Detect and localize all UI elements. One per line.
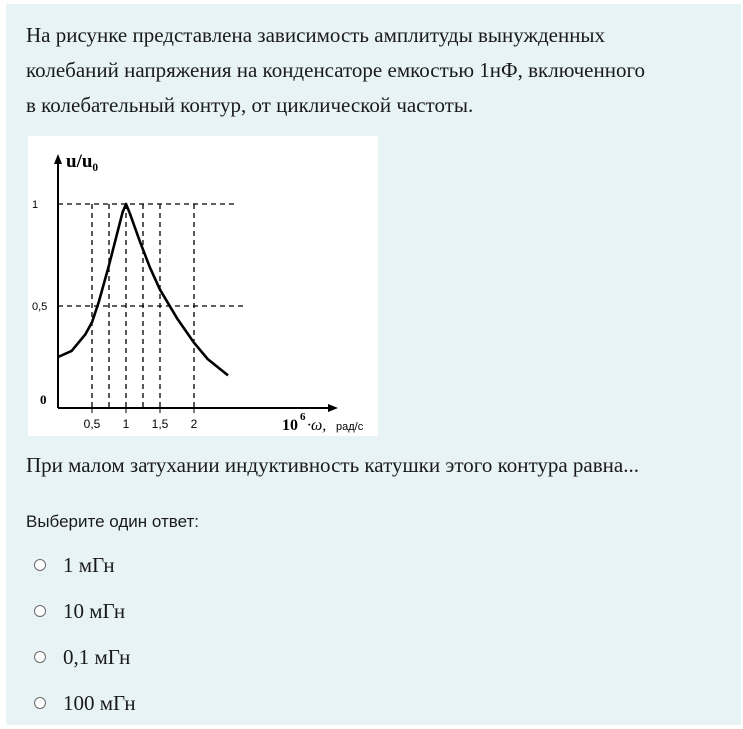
question-continuation: При малом затухании индуктивность катушки этого контура равна... [26,453,639,477]
answer-option-4[interactable] [34,680,136,726]
x-axis-label-exponent: 6 [300,411,306,423]
answer-option-1[interactable] [34,542,136,588]
x-axis-label-multiplier: 10 [282,417,298,434]
answer-option-2[interactable] [34,588,136,634]
question-line: колебаний напряжения на конденсаторе емкостью 1нФ, включенного [26,58,646,82]
origin-label: 0 [40,392,47,407]
answer-option-3[interactable] [34,634,136,680]
question-text [26,18,726,123]
x-tick-label: 1 [122,417,130,431]
answer-label: 100 мГн [63,690,136,715]
x-tick-label: 0,5 [83,417,101,431]
answer-label: 0,1 мГн [63,644,131,669]
y-tick-label: 0,5 [32,301,48,313]
x-axis-label-unit: рад/с [336,421,364,433]
chart-svg [28,136,378,436]
question-line: в колебательный контур, от циклической частоты. [26,93,474,117]
y-axis-arrow [54,154,62,164]
question-card [6,4,741,725]
x-tick-label: 2 [190,417,198,431]
question-line: На рисунке представлена зависимость амплитуды вынужденных [26,23,606,47]
x-axis-label-symbol: ·ω, [307,417,327,434]
radio-button[interactable] [34,605,46,617]
x-tick-label: 1,5 [151,417,169,431]
radio-button[interactable] [34,697,46,709]
answer-label: 10 мГн [63,598,126,623]
answer-options [34,542,136,726]
answer-prompt: Выберите один ответ: [26,512,199,531]
y-axis-label: u/u₀ [66,151,99,172]
radio-button[interactable] [34,559,46,571]
answer-label: 1 мГн [63,552,115,577]
y-tick-label: 1 [32,199,39,211]
resonance-graph [28,136,378,436]
x-axis-arrow [328,404,338,412]
radio-button[interactable] [34,651,46,663]
